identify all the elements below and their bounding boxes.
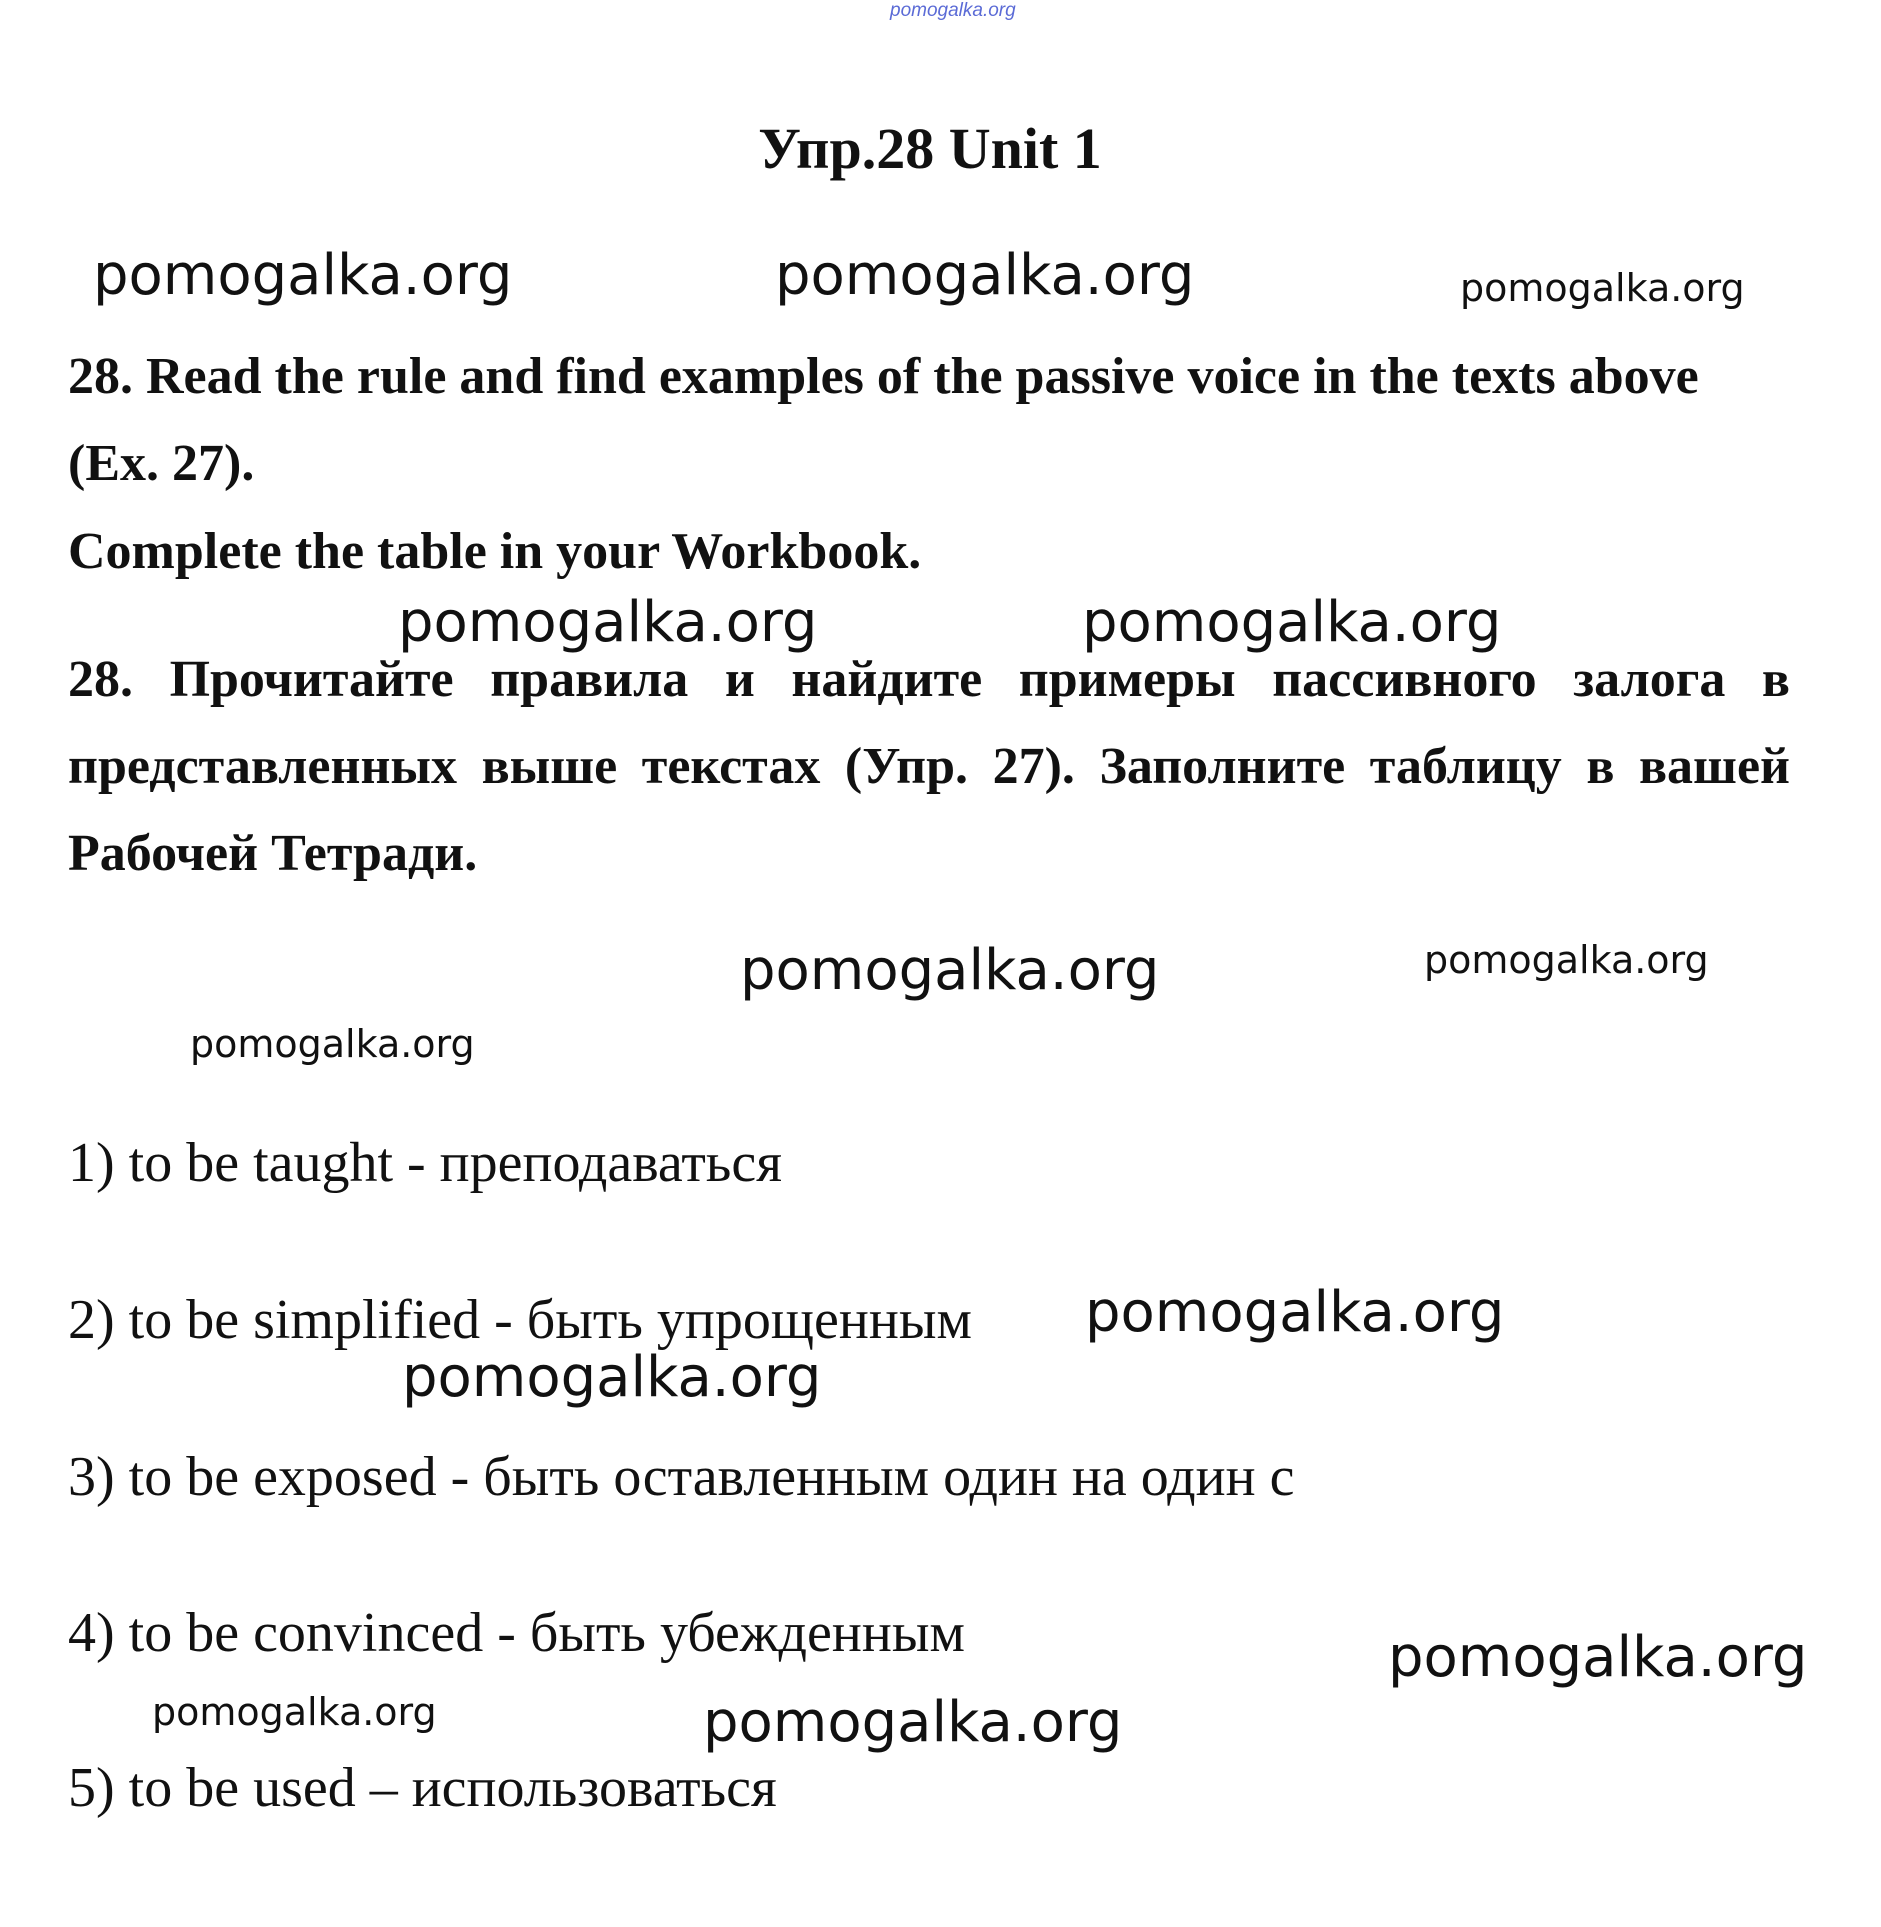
watermark: pomogalka.org: [740, 938, 1160, 1003]
task-instruction-en-2: Complete the table in your Workbook.: [68, 523, 922, 580]
task-instruction-en: 28. Read the rule and find examples of the passive voice in the texts above (Ex. 27).: [68, 348, 1699, 492]
watermark: pomogalka.org: [398, 590, 818, 655]
answer-item-4: 4) to be convinced - быть убежденным: [68, 1602, 965, 1664]
watermark: pomogalka.org: [190, 1022, 475, 1066]
task-instruction-ru: 28. Прочитайте правила и найдите примеры пассивного залога в представленных выше текстах (Упр. 27). Заполните таблицу в вашей Рабочей Тетради.: [68, 651, 1790, 882]
watermark: pomogalka.org: [1085, 1280, 1505, 1345]
answer-item-3: 3) to be exposed - быть оставленным один на один с: [68, 1446, 1295, 1508]
watermark: pomogalka.org: [1388, 1625, 1808, 1690]
watermark: pomogalka.org: [775, 243, 1195, 308]
answer-item-1: 1) to be taught - преподаваться: [68, 1132, 782, 1194]
page-title: Упр.28 Unit 1: [758, 116, 1102, 181]
watermark: pomogalka.org: [402, 1345, 822, 1410]
watermark: pomogalka.org: [1082, 590, 1502, 655]
watermark: pomogalka.org: [152, 1690, 437, 1734]
watermark: pomogalka.org: [1460, 266, 1745, 310]
watermark-top: pomogalka.org: [890, 0, 1016, 21]
answer-item-5: 5) to be used – использоваться: [68, 1757, 777, 1819]
watermark: pomogalka.org: [93, 243, 513, 308]
watermark: pomogalka.org: [703, 1690, 1123, 1755]
answer-item-2: 2) to be simplified - быть упрощенным: [68, 1289, 972, 1351]
watermark: pomogalka.org: [1424, 938, 1709, 982]
